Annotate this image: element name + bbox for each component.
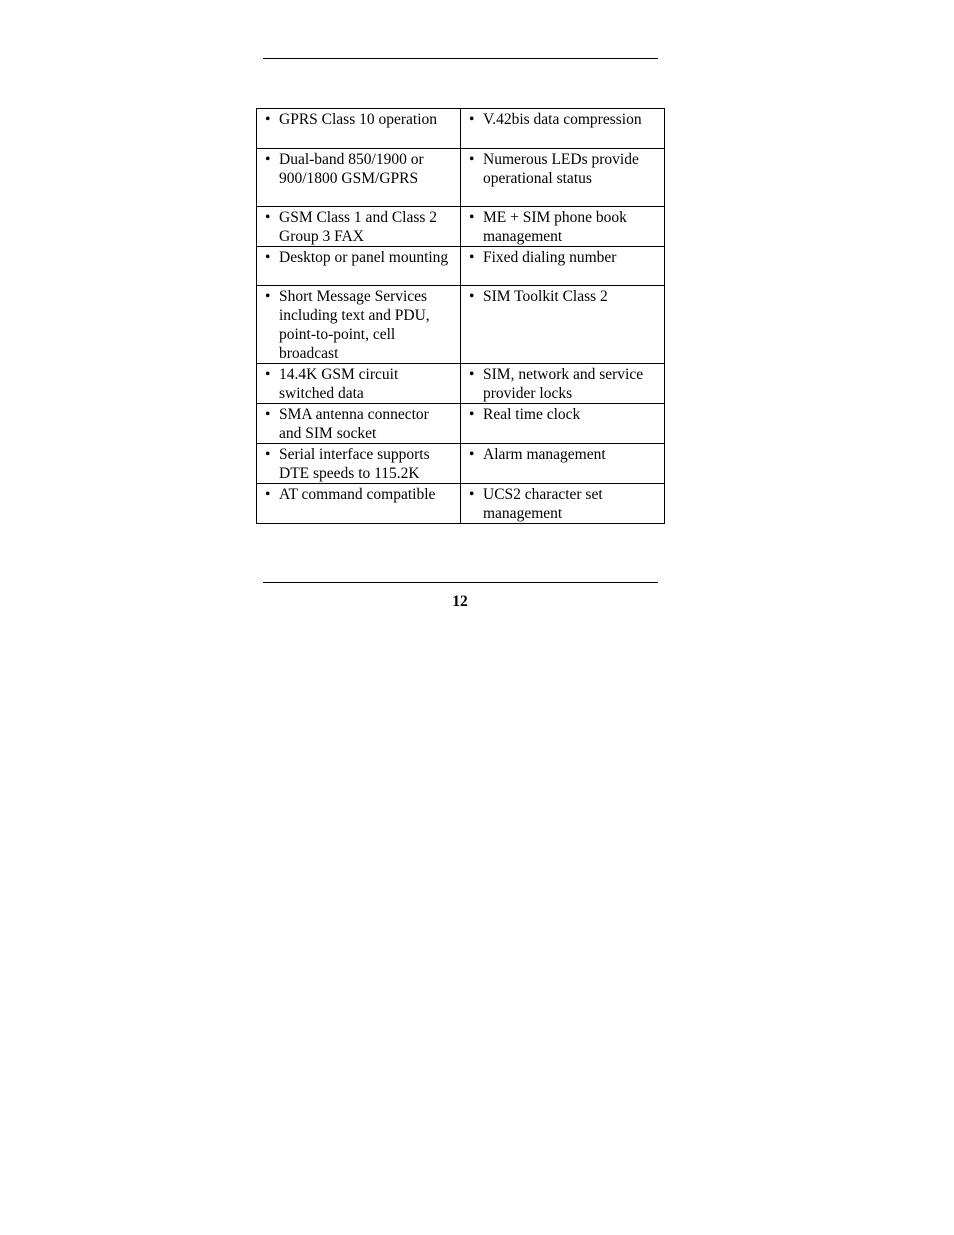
feature-text: GPRS Class 10 operation [279,111,438,128]
feature-text: Alarm management [483,446,606,463]
feature-text: SIM Toolkit Class 2 [483,288,608,305]
table-cell [257,364,461,404]
footer-rule [263,582,658,583]
feature-text: 14.4K GSM circuit switched data [279,366,399,402]
feature-text: Real time clock [483,406,581,423]
feature-text: Serial interface supports DTE speeds to 115.2K [279,446,430,482]
table-row [257,149,665,207]
table-cell [461,109,665,149]
table-cell [461,404,665,444]
bullet-icon: • [265,111,271,128]
bullet-icon: • [469,446,475,463]
table-cell [257,149,461,207]
feature-text: SIM, network and service provider locks [483,366,644,402]
feature-text: ME + SIM phone book management [483,209,627,245]
feature-text: V.42bis data compression [483,111,642,128]
feature-text: GSM Class 1 and Class 2 Group 3 FAX [279,209,438,245]
bullet-icon: • [265,486,271,503]
feature-text: Short Message Services including text and PDU, point-to-point, cell broadcast [279,288,430,362]
bullet-icon: • [265,446,271,463]
table-cell [257,484,461,524]
bullet-icon: • [469,209,475,226]
bullet-icon: • [265,209,271,226]
bullet-icon: • [469,288,475,305]
bullet-icon: • [469,406,475,423]
table-cell [461,484,665,524]
table-row [257,286,665,364]
table-cell [461,364,665,404]
feature-text: Desktop or panel mounting [279,249,449,266]
table-row [257,247,665,286]
bullet-icon: • [265,151,271,168]
bullet-icon: • [265,406,271,423]
table-cell [461,207,665,247]
feature-text: Dual-band 850/1900 or 900/1800 GSM/GPRS [279,151,424,187]
table-row [257,484,665,524]
feature-text: SMA antenna connector and SIM socket [279,406,429,442]
bullet-icon: • [469,111,475,128]
table-cell [257,247,461,286]
page-number: 12 [452,593,468,610]
table-row [257,444,665,484]
bullet-icon: • [469,249,475,266]
table-row [257,404,665,444]
bullet-icon: • [265,366,271,383]
table-cell [461,286,665,364]
table-cell [257,404,461,444]
table-cell [257,207,461,247]
bullet-icon: • [469,366,475,383]
bullet-icon: • [265,249,271,266]
table-cell [257,444,461,484]
features-table [256,108,665,524]
table-cell [461,149,665,207]
table-row [257,364,665,404]
feature-text: Fixed dialing number [483,249,617,266]
feature-text: AT command compatible [279,486,436,503]
bullet-icon: • [469,486,475,503]
table-row [257,109,665,149]
table-cell [461,444,665,484]
table-cell [461,247,665,286]
table-row [257,207,665,247]
table-cell [257,286,461,364]
feature-text: Numerous LEDs provide operational status [483,151,639,187]
header-rule [263,58,658,59]
table-cell [257,109,461,149]
feature-text: UCS2 character set management [483,486,603,522]
bullet-icon: • [469,151,475,168]
bullet-icon: • [265,288,271,305]
